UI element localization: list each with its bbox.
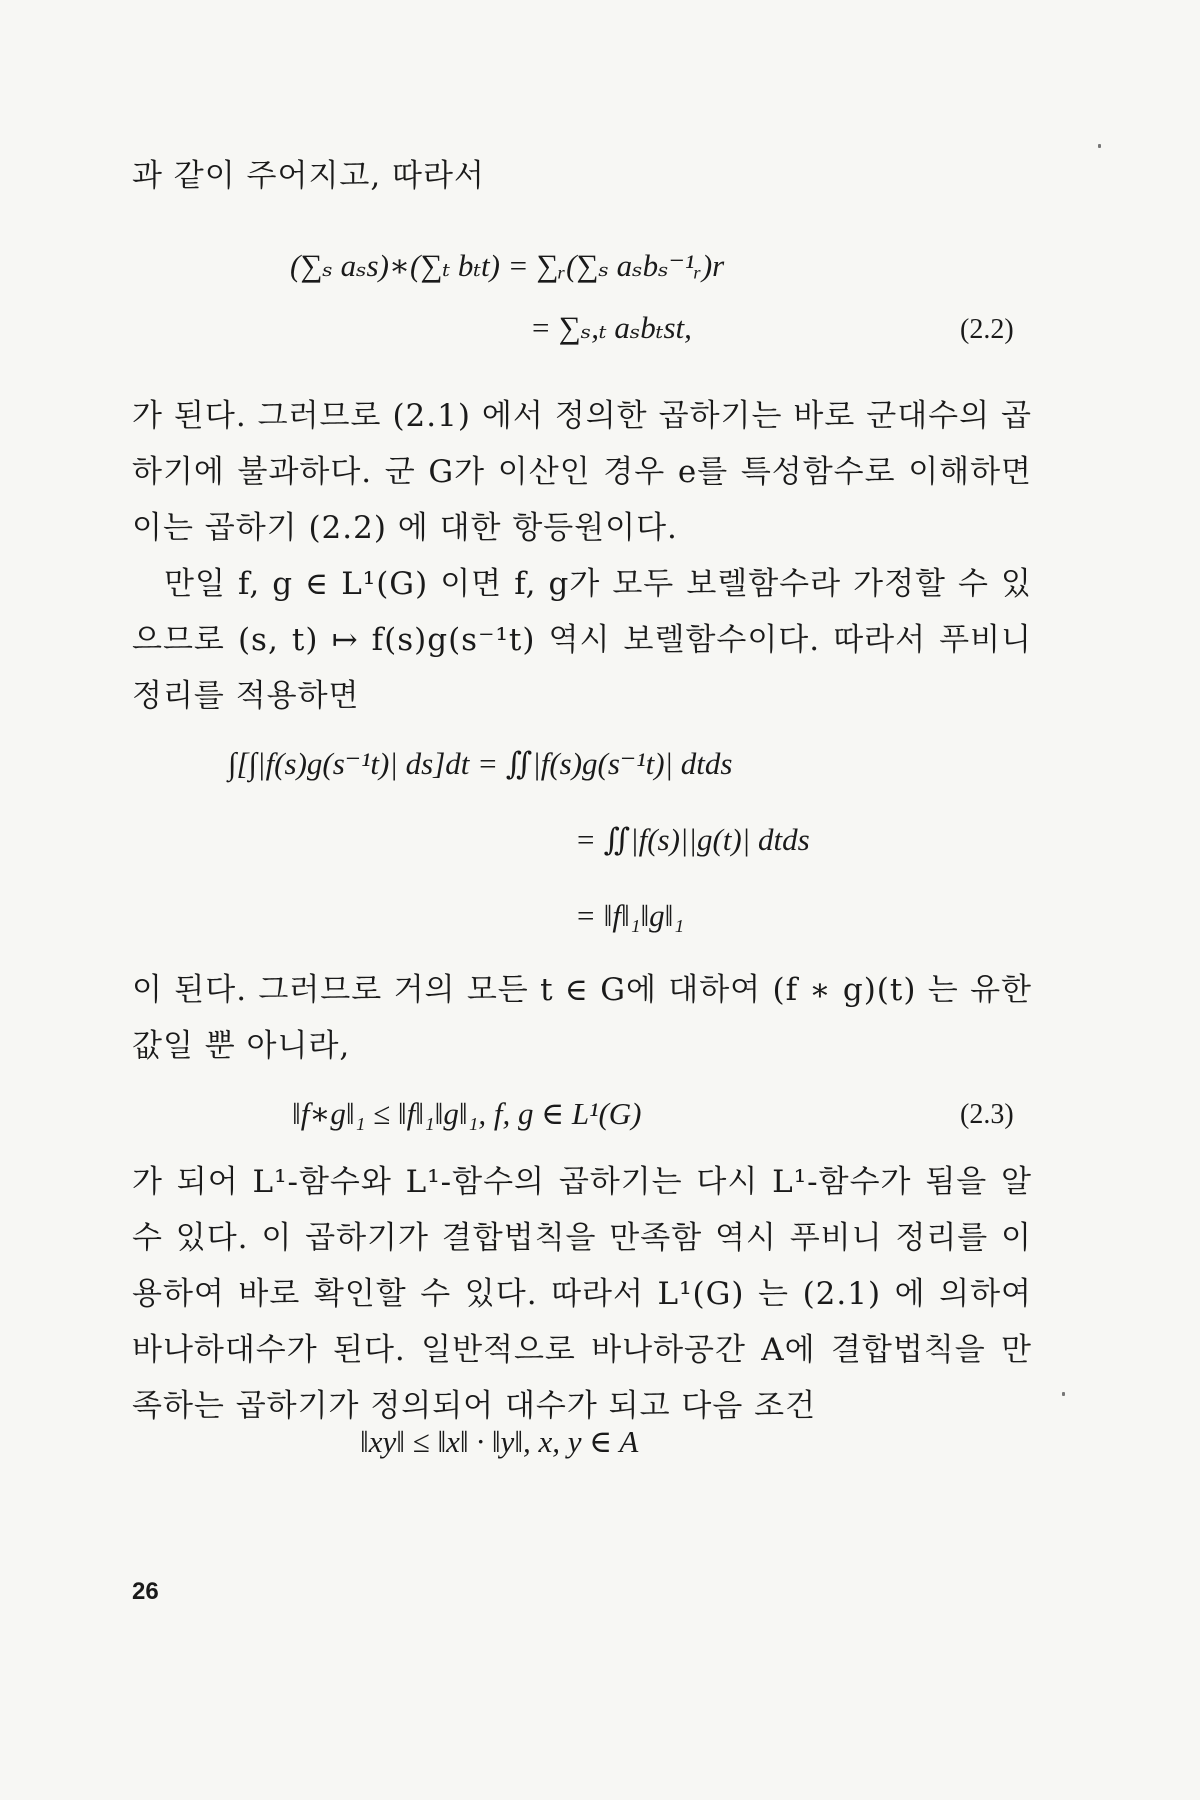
equation-2-3: ‖f∗g‖₁ ≤ ‖f‖₁‖g‖₁, f, g ∈ L¹(G) xyxy=(292,1096,642,1131)
equation-2-2-line-2: = ∑ₛ,ₜ aₛbₜst, xyxy=(530,310,692,345)
paragraph-intro: 과 같이 주어지고, 따라서 xyxy=(132,158,485,194)
paragraph-group-algebra: 가 된다. 그러므로 (2.1) 에서 정의한 곱하기는 바로 군대수의 곱하기에 불과하다. 군 G가 이산인 경우 e를 특성함수로 이해하면 이는 곱하기 (2.2) 에 대한 항등원이다. xyxy=(132,398,1032,546)
equation-2-2-line-1: (∑ₛ aₛs)∗(∑ₜ bₜt) = ∑ᵣ(∑ₛ aₛbₛ⁻¹ᵣ)r xyxy=(290,248,725,283)
scan-speck xyxy=(1062,1392,1065,1396)
fubini-equation-line-3: = ‖f‖₁‖g‖₁ xyxy=(575,898,685,933)
fubini-equation-line-1: ∫[∫|f(s)g(s⁻¹t)| ds]dt = ∬|f(s)g(s⁻¹t)| dtds xyxy=(228,746,733,781)
equation-number-2-2: (2.2) xyxy=(960,314,1014,345)
paragraph-fubini-intro: 만일 f, g ∈ L¹(G) 이면 f, g가 모두 보렐함수라 가정할 수 있으므로 (s, t) ↦ f(s)g(s⁻¹t) 역시 보렐함수이다. 따라서 푸비니 정리를 적용하면 xyxy=(132,566,1032,714)
fubini-equation-line-2: = ∬|f(s)||g(t)| dtds xyxy=(575,822,810,857)
page-number: 26 xyxy=(132,1578,159,1605)
paragraph-banach-algebra: 가 되어 L¹-함수와 L¹-함수의 곱하기는 다시 L¹-함수가 됨을 알 수 있다. 이 곱하기가 결합법칙을 만족함 역시 푸비니 정리를 이용하여 바로 확인할 수 있다. 따라서 L¹(G) 는 (2.1) 에 의하여 바나하대수가 된다. 일반적으로 바나하공간 A에 결합법칙을 만족하는 곱하기가 정의되어 대수가 되고 다음 조건 xyxy=(132,1164,1032,1424)
banach-norm-condition: ‖xy‖ ≤ ‖x‖ · ‖y‖, x, y ∈ A xyxy=(360,1424,639,1459)
paragraph-finite-value: 이 된다. 그러므로 거의 모든 t ∈ G에 대하여 (f ∗ g)(t) 는 유한값일 뿐 아니라, xyxy=(132,972,1032,1064)
equation-number-2-3: (2.3) xyxy=(960,1099,1014,1130)
scan-speck xyxy=(1098,144,1101,148)
